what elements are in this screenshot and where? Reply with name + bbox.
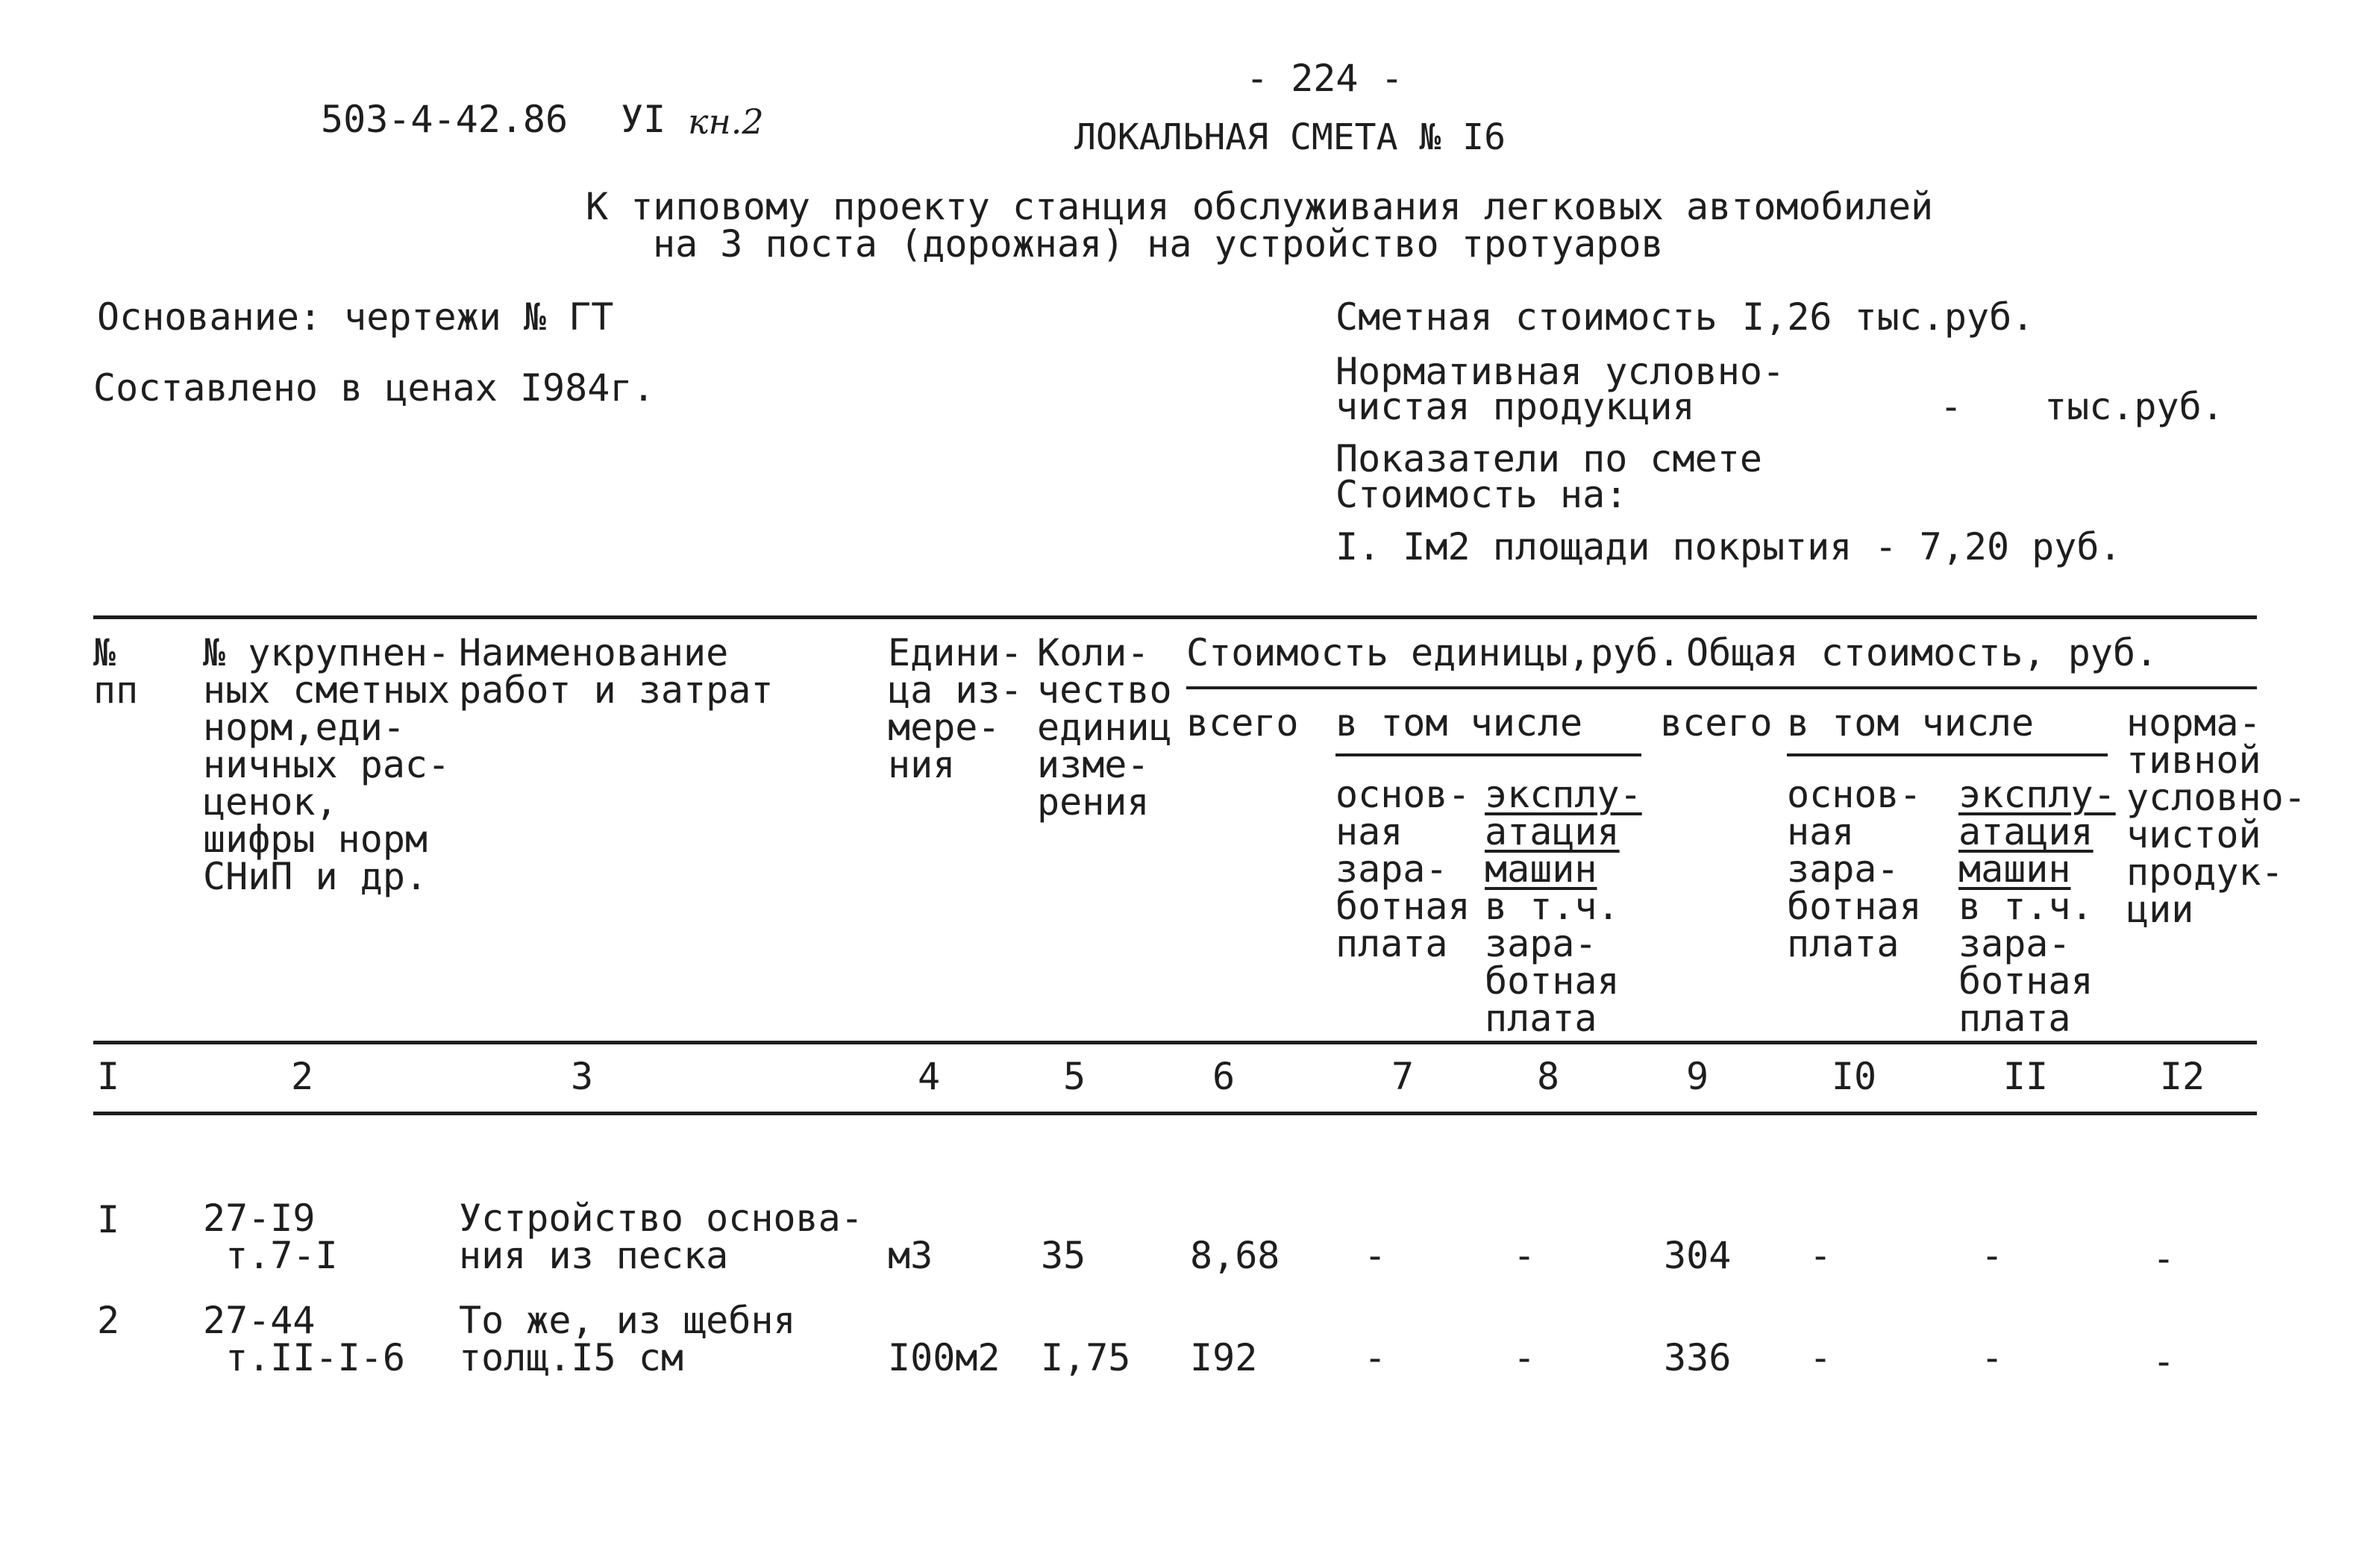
header-bottom-rule [93, 1041, 2257, 1044]
column-number-12: I2 [2159, 1055, 2205, 1098]
row-total: 304 [1664, 1234, 1732, 1277]
row-unit: I00м2 [888, 1336, 1000, 1379]
header-unit-cost-group: Стоимость единицы,руб. [1186, 631, 1681, 674]
header-col-normative: норма- тивной условно- чистой продук- ции [2126, 701, 2306, 931]
column-number-3: 3 [570, 1055, 594, 1098]
row-total: 336 [1664, 1336, 1732, 1379]
column-number-9: 9 [1685, 1055, 1709, 1098]
header-unit-machines-wage: в т.ч. зара- ботная плата [1485, 885, 1620, 1040]
header-col-total-wage: основ- ная зара- ботная плата [1787, 773, 1922, 965]
header-col-name: Наименование работ и затрат [459, 631, 774, 712]
prices-text: Составлено в ценах I984г. [93, 366, 655, 410]
page-number: - 224 - [1246, 57, 1403, 100]
header-col-unit-total: всего [1186, 701, 1299, 745]
indicators-label-line1: Показатели по смете [1335, 437, 1762, 480]
column-number-7: 7 [1391, 1055, 1415, 1098]
header-col-total-machines [1958, 773, 2116, 1040]
unit-incl-rule [1335, 753, 1641, 756]
header-col-number: № пп [93, 631, 139, 712]
indicator-item: I. Iм2 площади покрытия - 7,20 руб. [1335, 525, 2122, 568]
header-col-unit-machines [1485, 773, 1642, 1040]
row-number: 2 [97, 1299, 120, 1342]
normative-label-line2: чистая продукция [1335, 385, 1695, 428]
header-col-total: всего [1660, 701, 1773, 745]
estimated-cost-label: Сметная стоимость [1335, 295, 1717, 339]
row-total-machines: - [1981, 1336, 2004, 1379]
row-total-machines: - [1981, 1234, 2004, 1277]
row-total-wage: - [1809, 1336, 1832, 1379]
row-number: I [97, 1198, 120, 1241]
row-work-name: То же, из щебня толщ.I5 см [459, 1299, 796, 1379]
project-subtitle-line1: К типовому проекту станция обслуживания легковых автомобилей [586, 185, 1934, 228]
header-total-cost-group: Общая стоимость, руб. [1686, 631, 2158, 674]
header-total-machines-title: эксплу- атация машин [1958, 773, 2116, 891]
total-incl-rule [1787, 753, 2108, 756]
column-number-2: 2 [290, 1055, 314, 1098]
indicators-label-line2: Стоимость на: [1335, 473, 1628, 516]
basis-text: Основание: чертежи № ГТ [97, 295, 614, 339]
row-norm-code: 27-44 т.II-I-6 [203, 1299, 405, 1379]
row-quantity: 35 [1041, 1234, 1086, 1277]
row-total-wage: - [1809, 1234, 1832, 1277]
page-title: ЛОКАЛЬНАЯ СМЕТА № I6 [1074, 116, 1506, 158]
normative-value: - [1940, 385, 1963, 428]
table-top-rule [93, 615, 2257, 619]
normative-unit: тыс.руб. [2044, 385, 2224, 428]
row-unit-machines: - [1513, 1234, 1536, 1277]
row-work-name: Устройство основа- ния из песка [459, 1197, 863, 1277]
header-total-machines-wage: в т.ч. зара- ботная плата [1958, 885, 2094, 1040]
row-normative: - [2152, 1340, 2176, 1383]
header-col-norm-codes: № укрупнен- ных сметных норм,еди- ничных рас- ценок, шифры норм СНиП и др. [203, 631, 451, 898]
column-number-10: I0 [1831, 1055, 1877, 1098]
normative-label-line1: Нормативная условно- [1335, 350, 1785, 393]
row-unit-wage: - [1364, 1336, 1387, 1379]
row-unit-wage: - [1364, 1234, 1387, 1277]
book-note: кн.2 [688, 101, 764, 142]
estimated-cost-value: I,26 тыс.руб. [1742, 295, 2035, 339]
volume-number: УI [621, 98, 666, 141]
column-number-5: 5 [1062, 1055, 1086, 1098]
document-code: 503-4-42.86 [321, 98, 569, 141]
header-unit-including: в том числе [1335, 701, 1583, 745]
header-total-including: в том числе [1787, 701, 2035, 745]
row-unit: м3 [888, 1234, 933, 1277]
header-col-unit: Едини- ца из- мере- ния [888, 631, 1023, 786]
header-col-unit-wage: основ- ная зара- ботная плата [1335, 773, 1471, 965]
cost-group-rule [1186, 686, 2257, 689]
header-unit-machines-title: эксплу- атация машин [1485, 773, 1642, 891]
column-number-1: I [96, 1055, 120, 1098]
row-unit-machines: - [1513, 1336, 1536, 1379]
column-number-8: 8 [1536, 1055, 1560, 1098]
row-unit-total: 8,68 [1190, 1234, 1280, 1277]
row-normative: - [2152, 1237, 2176, 1280]
column-numbers-rule [93, 1112, 2257, 1115]
row-norm-code: 27-I9 т.7-I [203, 1197, 338, 1277]
column-number-11: II [2002, 1055, 2049, 1098]
row-unit-total: I92 [1190, 1336, 1258, 1379]
column-number-4: 4 [917, 1055, 941, 1098]
row-quantity: I,75 [1041, 1336, 1131, 1379]
column-number-6: 6 [1212, 1055, 1236, 1098]
project-subtitle-line2: на 3 поста (дорожная) на устройство тротуаров [653, 222, 1664, 266]
header-col-quantity: Коли- чество единиц изме- рения [1037, 631, 1172, 824]
